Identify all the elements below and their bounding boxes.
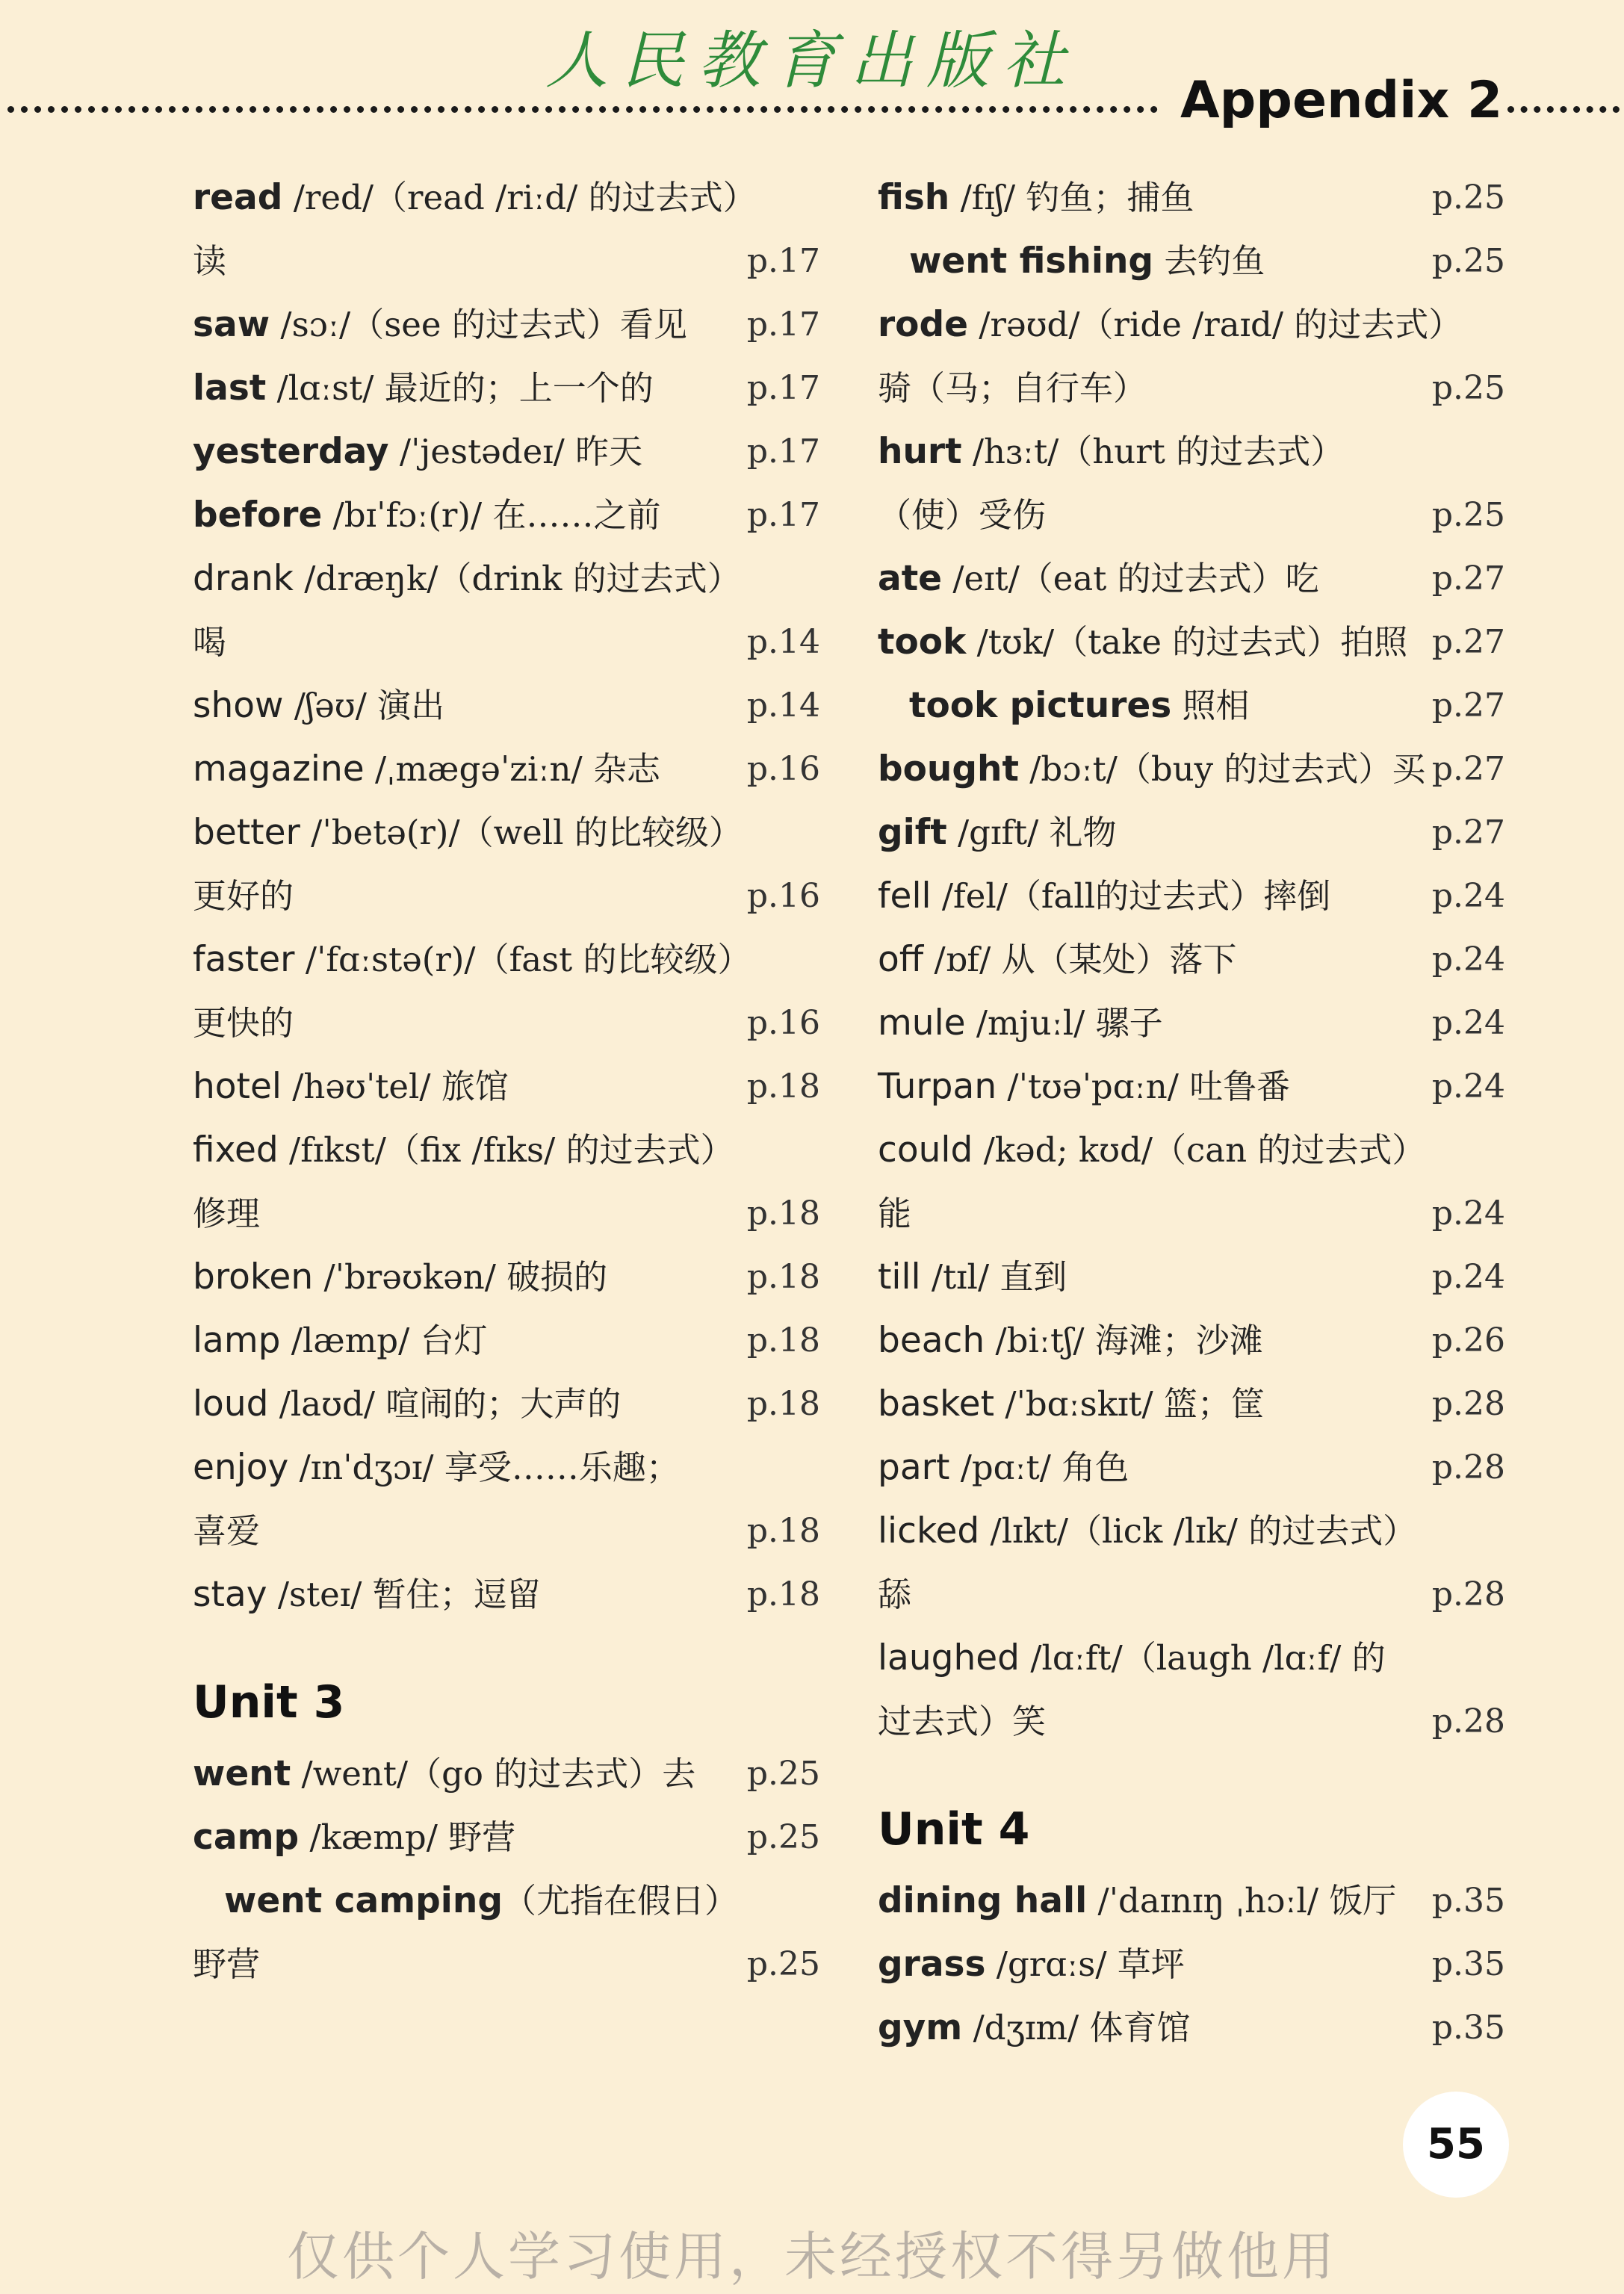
page-reference: p.18 bbox=[746, 1575, 820, 1613]
page-reference: p.17 bbox=[746, 242, 820, 280]
vocab-entry-line bbox=[878, 1690, 1505, 1753]
page-reference: p.25 bbox=[746, 1818, 820, 1856]
vocab-definition: 喝 bbox=[193, 622, 227, 662]
vocab-entry-line bbox=[878, 1055, 1505, 1118]
vocab-entry-line bbox=[193, 1563, 820, 1626]
vocab-definition: 过去式）笑 bbox=[878, 1702, 1047, 1741]
vocab-entry-line bbox=[878, 1118, 1505, 1182]
vocab-word: gift bbox=[878, 812, 947, 853]
vocab-entry-line bbox=[878, 928, 1505, 991]
page-reference: p.16 bbox=[746, 750, 820, 788]
vocab-word: bought bbox=[878, 748, 1019, 790]
vocab-word: yesterday bbox=[193, 431, 389, 472]
page-reference: p.28 bbox=[1431, 1448, 1505, 1487]
vocab-definition: 舔 bbox=[878, 1575, 912, 1614]
page-reference: p.18 bbox=[746, 1321, 820, 1360]
vocab-entry-line bbox=[878, 610, 1505, 674]
vocab-definition: /mjuːl/ 骡子 bbox=[965, 1003, 1163, 1043]
vocab-entry-line bbox=[193, 1245, 820, 1309]
vocab-entry-line bbox=[193, 293, 820, 356]
vocab-word: dining hall bbox=[878, 1880, 1088, 1921]
vocab-word: could bbox=[878, 1129, 973, 1171]
vocab-entry-line bbox=[193, 928, 820, 991]
vocab-entry-line bbox=[878, 1563, 1505, 1626]
vocab-entry-line bbox=[193, 1118, 820, 1182]
vocab-entry-line bbox=[193, 483, 820, 547]
vocab-word: Turpan bbox=[878, 1066, 997, 1107]
page-reference: p.35 bbox=[1431, 1945, 1505, 1983]
page-reference: p.24 bbox=[1431, 940, 1505, 979]
vocab-entry-line bbox=[193, 1372, 820, 1436]
page-reference: p.27 bbox=[1431, 686, 1505, 725]
vocab-definition: /ˈbrəʊkən/ 破损的 bbox=[313, 1257, 608, 1297]
vocab-entry-line bbox=[193, 1309, 820, 1372]
page-reference: p.24 bbox=[1431, 1004, 1505, 1042]
vocab-definition: /ˈdaɪnɪŋ ˌhɔːl/ 饭厅 bbox=[1087, 1881, 1397, 1921]
vocab-definition: /gɪft/ 礼物 bbox=[946, 813, 1117, 852]
vocab-definition: /lɪkt/（lick /lɪk/ 的过去式） bbox=[979, 1511, 1417, 1551]
vocab-entry-line bbox=[878, 420, 1505, 483]
vocab-entry-line bbox=[878, 356, 1505, 420]
vocab-definition: 去钓鱼 bbox=[1153, 241, 1265, 281]
vocab-entry-line bbox=[878, 674, 1505, 737]
vocab-entry-line bbox=[193, 547, 820, 610]
page-reference: p.28 bbox=[1431, 1575, 1505, 1613]
vocab-word: off bbox=[878, 939, 924, 980]
page-reference: p.17 bbox=[746, 369, 820, 407]
page-reference: p.25 bbox=[1431, 179, 1505, 217]
unit-3-heading: Unit 3 bbox=[193, 1676, 345, 1729]
vocab-word: loud bbox=[193, 1383, 269, 1425]
vocab-definition: 喜爱 bbox=[193, 1511, 261, 1551]
page-reference: p.25 bbox=[746, 1755, 820, 1793]
vocab-word: beach bbox=[878, 1320, 985, 1361]
vocab-word: took bbox=[878, 621, 967, 663]
page-reference: p.18 bbox=[746, 1194, 820, 1233]
vocab-entry-line bbox=[193, 1932, 820, 1996]
vocab-entry-line bbox=[193, 610, 820, 674]
vocab-word: saw bbox=[193, 304, 270, 345]
vocab-entry-line bbox=[193, 166, 820, 229]
vocab-entry-line bbox=[193, 991, 820, 1055]
vocab-definition: /fel/（fall的过去式）摔倒 bbox=[931, 876, 1331, 916]
left-column bbox=[193, 166, 820, 1996]
page-reference: p.35 bbox=[1431, 1882, 1505, 1920]
page-number-badge: 55 bbox=[1403, 2092, 1509, 2198]
vocab-entry-line bbox=[193, 1805, 820, 1869]
vocab-definition: 能 bbox=[878, 1194, 912, 1233]
vocab-definition: /tɪl/ 直到 bbox=[920, 1257, 1067, 1297]
vocab-definition: 照相 bbox=[1171, 686, 1250, 725]
vocab-definition: 读 bbox=[193, 241, 227, 281]
vocab-word: fixed bbox=[193, 1129, 279, 1171]
page-reference: p.25 bbox=[1431, 496, 1505, 534]
page-reference: p.27 bbox=[1431, 813, 1505, 852]
publisher-logo: 人民教育出版社 bbox=[545, 24, 1079, 97]
page-reference: p.18 bbox=[746, 1067, 820, 1106]
page-reference: p.28 bbox=[1431, 1385, 1505, 1423]
vocab-word: fell bbox=[878, 875, 932, 917]
page-reference: p.25 bbox=[1431, 369, 1505, 407]
vocab-word: part bbox=[878, 1447, 950, 1488]
vocab-definition: /red/（read /riːd/ 的过去式） bbox=[282, 178, 757, 217]
vocab-entry-line bbox=[878, 1499, 1505, 1563]
vocab-word: broken bbox=[193, 1256, 314, 1298]
vocab-definition: /ˈtʊəˈpɑːn/ 吐鲁番 bbox=[997, 1067, 1291, 1106]
vocab-entry-line bbox=[193, 1055, 820, 1118]
copyright-footer: 仅供个人学习使用，未经授权不得另做他用 bbox=[287, 2226, 1337, 2287]
vocab-word: ate bbox=[878, 558, 943, 599]
vocab-entry-line bbox=[878, 1869, 1505, 1932]
vocab-entry-line bbox=[878, 1182, 1505, 1245]
vocab-definition: 更快的 bbox=[193, 1003, 294, 1043]
vocab-definition: /dræŋk/（drink 的过去式） bbox=[293, 559, 741, 598]
vocab-definition: /læmp/ 台灯 bbox=[280, 1321, 488, 1360]
vocab-word: hurt bbox=[878, 431, 962, 472]
page-reference: p.17 bbox=[746, 496, 820, 534]
vocab-definition: /ɪnˈdʒɔɪ/ 享受……乐趣； bbox=[288, 1448, 680, 1487]
page-reference: p.25 bbox=[746, 1945, 820, 1983]
vocab-word: rode bbox=[878, 304, 968, 345]
vocab-entry-line bbox=[878, 1372, 1505, 1436]
vocab-definition: （尤指在假日） bbox=[503, 1881, 739, 1921]
vocab-entry-line bbox=[878, 801, 1505, 864]
vocab-entry-line bbox=[878, 483, 1505, 547]
vocab-entry-line bbox=[878, 864, 1505, 928]
vocab-definition: 骑（马；自行车） bbox=[878, 368, 1147, 408]
vocab-entry-line bbox=[878, 737, 1505, 801]
vocab-entry-line bbox=[878, 1436, 1505, 1499]
vocab-entry-line bbox=[193, 801, 820, 864]
page-reference: p.17 bbox=[746, 306, 820, 344]
vocab-word: gym bbox=[878, 2007, 963, 2048]
vocab-word: magazine bbox=[193, 748, 365, 790]
vocab-entry-line bbox=[193, 1436, 820, 1499]
section-header bbox=[0, 67, 1624, 149]
dotted-rule-right bbox=[1507, 106, 1620, 113]
vocab-word: basket bbox=[878, 1383, 995, 1425]
vocab-word: laughed bbox=[878, 1637, 1020, 1678]
vocab-word: grass bbox=[878, 1944, 986, 1985]
vocab-definition: /hɜːt/（hurt 的过去式） bbox=[961, 432, 1345, 471]
vocab-definition: 修理 bbox=[193, 1194, 261, 1233]
page-reference: p.28 bbox=[1431, 1702, 1505, 1740]
page-reference: p.14 bbox=[746, 623, 820, 661]
page-reference: p.18 bbox=[746, 1385, 820, 1423]
vocab-definition: /laʊd/ 喧闹的；大声的 bbox=[268, 1384, 622, 1424]
vocab-entry-line bbox=[193, 864, 820, 928]
page-reference: p.17 bbox=[746, 433, 820, 471]
page-reference: p.24 bbox=[1431, 1194, 1505, 1233]
vocab-word: show bbox=[193, 685, 284, 726]
vocab-entry-line bbox=[193, 420, 820, 483]
vocab-entry-line bbox=[193, 674, 820, 737]
vocab-definition: /rəʊd/（ride /raɪd/ 的过去式） bbox=[968, 305, 1463, 344]
vocab-definition: /ˈfɑːstə(r)/（fast 的比较级） bbox=[294, 940, 751, 979]
page-reference: p.18 bbox=[746, 1512, 820, 1550]
vocab-word: fish bbox=[878, 177, 950, 218]
vocab-word: mule bbox=[878, 1002, 966, 1044]
vocab-entry-line bbox=[878, 1245, 1505, 1309]
vocab-entry-line bbox=[878, 1309, 1505, 1372]
vocab-entry-line bbox=[193, 737, 820, 801]
vocab-word: enjoy bbox=[193, 1447, 289, 1488]
right-entry-list bbox=[878, 166, 1505, 1753]
vocab-entry-line bbox=[878, 229, 1505, 293]
vocab-definition: /steɪ/ 暂住；逗留 bbox=[267, 1575, 541, 1614]
page-reference: p.18 bbox=[746, 1258, 820, 1296]
vocab-word: stay bbox=[193, 1574, 267, 1615]
vocab-definition: /lɑːft/（laugh /lɑːf/ 的 bbox=[1020, 1638, 1386, 1678]
unit-4-entry-list bbox=[878, 1869, 1505, 2059]
vocab-word: went fishing bbox=[909, 241, 1154, 282]
vocab-word: hotel bbox=[193, 1066, 282, 1107]
page-reference: p.14 bbox=[746, 686, 820, 725]
vocab-definition: /ʃəʊ/ 演出 bbox=[283, 686, 445, 725]
page-reference: p.16 bbox=[746, 877, 820, 915]
vocab-definition: /tʊk/（take 的过去式）拍照 bbox=[966, 622, 1408, 662]
vocab-word: went bbox=[193, 1753, 291, 1794]
vocab-word: last bbox=[193, 368, 267, 409]
vocab-definition: /biːtʃ/ 海滩；沙滩 bbox=[985, 1321, 1263, 1360]
vocab-word: went camping bbox=[224, 1880, 503, 1921]
vocab-definition: /bɔːt/（buy 的过去式）买 bbox=[1018, 749, 1426, 789]
vocab-entry-line bbox=[878, 293, 1505, 356]
vocab-word: faster bbox=[193, 939, 295, 980]
vocab-word: licked bbox=[878, 1510, 980, 1551]
page-reference: p.27 bbox=[1431, 750, 1505, 788]
vocab-word: camp bbox=[193, 1817, 300, 1858]
vocab-word: lamp bbox=[193, 1320, 281, 1361]
vocab-definition: /kəd; kʊd/（can 的过去式） bbox=[973, 1130, 1426, 1170]
left-entry-list bbox=[193, 166, 820, 1626]
vocab-definition: /fɪʃ/ 钓鱼；捕鱼 bbox=[949, 178, 1194, 217]
vocab-word: till bbox=[878, 1256, 921, 1298]
vocab-definition: /sɔː/（see 的过去式）看见 bbox=[270, 305, 687, 344]
vocab-definition: /went/（go 的过去式）去 bbox=[291, 1754, 696, 1794]
right-column bbox=[878, 166, 1505, 2059]
page-reference: p.24 bbox=[1431, 1067, 1505, 1106]
unit-4-heading: Unit 4 bbox=[878, 1803, 1030, 1856]
vocab-word: before bbox=[193, 495, 323, 536]
dotted-rule-left bbox=[7, 106, 1158, 113]
vocab-definition: /lɑːst/ 最近的；上一个的 bbox=[266, 368, 654, 408]
vocab-entry-line bbox=[193, 1499, 820, 1563]
vocab-definition: /ˈbɑːskɪt/ 篮；筐 bbox=[994, 1384, 1265, 1424]
page-reference: p.27 bbox=[1431, 623, 1505, 661]
vocab-word: took pictures bbox=[909, 685, 1172, 726]
vocab-entry-line bbox=[878, 1626, 1505, 1690]
vocab-definition: 野营 bbox=[193, 1944, 261, 1984]
vocab-definition: /bɪˈfɔː(r)/ 在……之前 bbox=[322, 495, 661, 535]
vocab-entry-line bbox=[193, 229, 820, 293]
page-reference: p.24 bbox=[1431, 877, 1505, 915]
vocab-word: better bbox=[193, 812, 300, 853]
vocab-definition: /kæmp/ 野营 bbox=[299, 1817, 516, 1857]
vocab-entry-line bbox=[878, 166, 1505, 229]
page-reference: p.16 bbox=[746, 1004, 820, 1042]
vocab-definition: /grɑːs/ 草坪 bbox=[985, 1944, 1185, 1984]
vocab-entry-line bbox=[878, 547, 1505, 610]
vocab-definition: /ɒf/ 从（某处）落下 bbox=[923, 940, 1237, 979]
vocab-word: drank bbox=[193, 558, 294, 599]
unit-3-entry-list bbox=[193, 1742, 820, 1996]
vocab-entry-line bbox=[193, 1869, 820, 1932]
page-reference: p.24 bbox=[1431, 1258, 1505, 1296]
vocab-definition: /fɪkst/（fix /fɪks/ 的过去式） bbox=[278, 1130, 734, 1170]
vocab-entry-line bbox=[878, 1932, 1505, 1996]
vocab-entry-line bbox=[878, 1996, 1505, 2059]
vocab-entry-line bbox=[193, 1182, 820, 1245]
vocab-definition: /ˈjestədeɪ/ 昨天 bbox=[388, 432, 643, 471]
vocab-definition: /dʒɪm/ 体育馆 bbox=[962, 2008, 1191, 2047]
vocab-definition: 更好的 bbox=[193, 876, 294, 916]
page-reference: p.25 bbox=[1431, 242, 1505, 280]
vocab-definition: /eɪt/（eat 的过去式）吃 bbox=[942, 559, 1319, 598]
vocab-definition: /ˌmægəˈziːn/ 杂志 bbox=[364, 749, 660, 789]
page-reference: p.26 bbox=[1431, 1321, 1505, 1360]
vocab-definition: /həʊˈtel/ 旅馆 bbox=[281, 1067, 509, 1106]
vocab-definition: /ˈbetə(r)/（well 的比较级） bbox=[300, 813, 743, 852]
vocab-entry-line bbox=[193, 1742, 820, 1805]
vocab-definition: （使）受伤 bbox=[878, 495, 1047, 535]
page-title: Appendix 2 bbox=[1180, 71, 1503, 130]
vocab-entry-line bbox=[193, 356, 820, 420]
page-reference: p.35 bbox=[1431, 2009, 1505, 2047]
vocab-word: read bbox=[193, 177, 283, 218]
page-reference: p.27 bbox=[1431, 559, 1505, 598]
vocab-definition: /pɑːt/ 角色 bbox=[949, 1448, 1129, 1487]
vocab-entry-line bbox=[878, 991, 1505, 1055]
